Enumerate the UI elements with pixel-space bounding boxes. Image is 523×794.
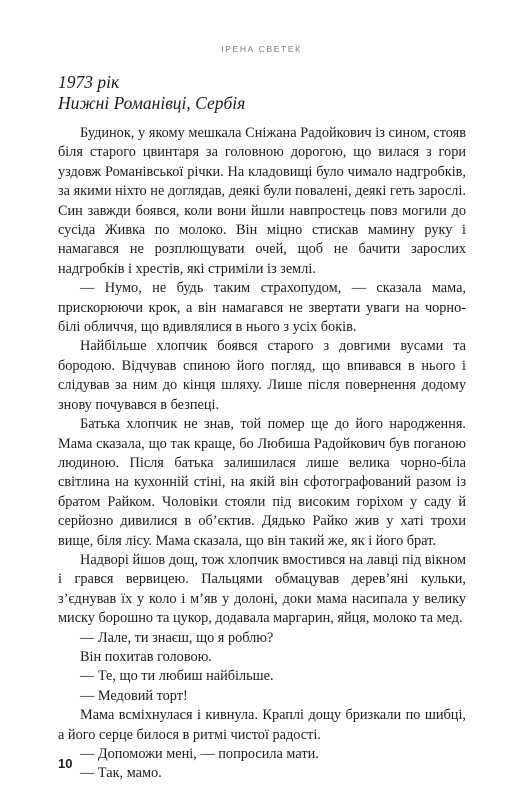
paragraph: Мама всміхнулася і кивнула. Краплі дощу бризкали по шибці, а його серце билося в ритмі чистої радості. (58, 707, 466, 743)
paragraph: Будинок, у якому мешкала Сніжана Радойкович із сином, стояв біля старого цвинтаря за головною дорогою, що вилася з гори уздовж Романівської річки. На кладовищі було чимало надгробків, за якими ніхто не доглядав, деякі були повалені, деякі геть зарослі. Син завжди боявся, коли вони йшли навпростець повз могили до сусіда Живка по молоко. Він міцно стискав мамину руку і намагався не розплющувати очей, щоб не бачити зарослих надгробків і хрестів, які стриміли із землі. (58, 125, 466, 277)
paragraph: Надворі йшов дощ, тож хлопчик вмостився на лавці під вікном і грався вервицею. Пальцями обмацував дерев’яні кульки, з’єднував їх у коло і м’яв у долоні, доки мама насипала у велику миску борошно та цукор, додавала маргарин, яйця, молоко та мед. (58, 551, 466, 627)
paragraph: — Нумо, не будь таким страхопудом, — сказала мама, прискорюючи крок, а він намагався не звертати уваги на чорно-білі обличчя, що вдивлялися в нього з усіх боків. (58, 280, 466, 336)
chapter-year: 1973 рік (58, 72, 120, 92)
paragraph: Батька хлопчик не знав, той помер ще до його народження. Мама сказала, що так краще, бо Любиша Радойкович був поганою людиною. Після батька залишилася лише велика чорно-біла світлина на кухонній стіні, на якій він сфотографований разом із братом Райком. Чоловіки стояли під високим горіхом у саду й серйозно дивилися в об’єктив. Дядько Райко жив у хаті трохи вище, біля лісу. Мама сказала, що він такий же, як і його брат. (58, 416, 466, 549)
dialogue-line: — Те, що ти любиш найбільше. (80, 668, 274, 685)
dialogue-line: — Медовий торт! (80, 687, 188, 704)
dialogue-line: — Допоможи мені, — попросила мати. (80, 746, 319, 762)
dialogue-line: — Лале, ти знаєш, що я роблю? (80, 629, 274, 646)
running-head: ІРЕНА СВЕТЕК (221, 44, 302, 54)
page-number: 10 (58, 756, 73, 771)
chapter-heading (58, 72, 468, 114)
body-text (58, 124, 466, 784)
paragraph: Найбільше хлопчик боявся старого з довгими вусами та бородою. Відчував спиною його погляд, що впивався в нього і слідував за ним до кінця шляху. Лише після повернення додому знову почувався в безпеці. (58, 338, 466, 413)
paragraph: Він похитав головою. (80, 648, 212, 665)
chapter-place: Нижні Романівці, Сербія (58, 93, 246, 113)
dialogue-line: — Так, мамо. (80, 765, 162, 782)
